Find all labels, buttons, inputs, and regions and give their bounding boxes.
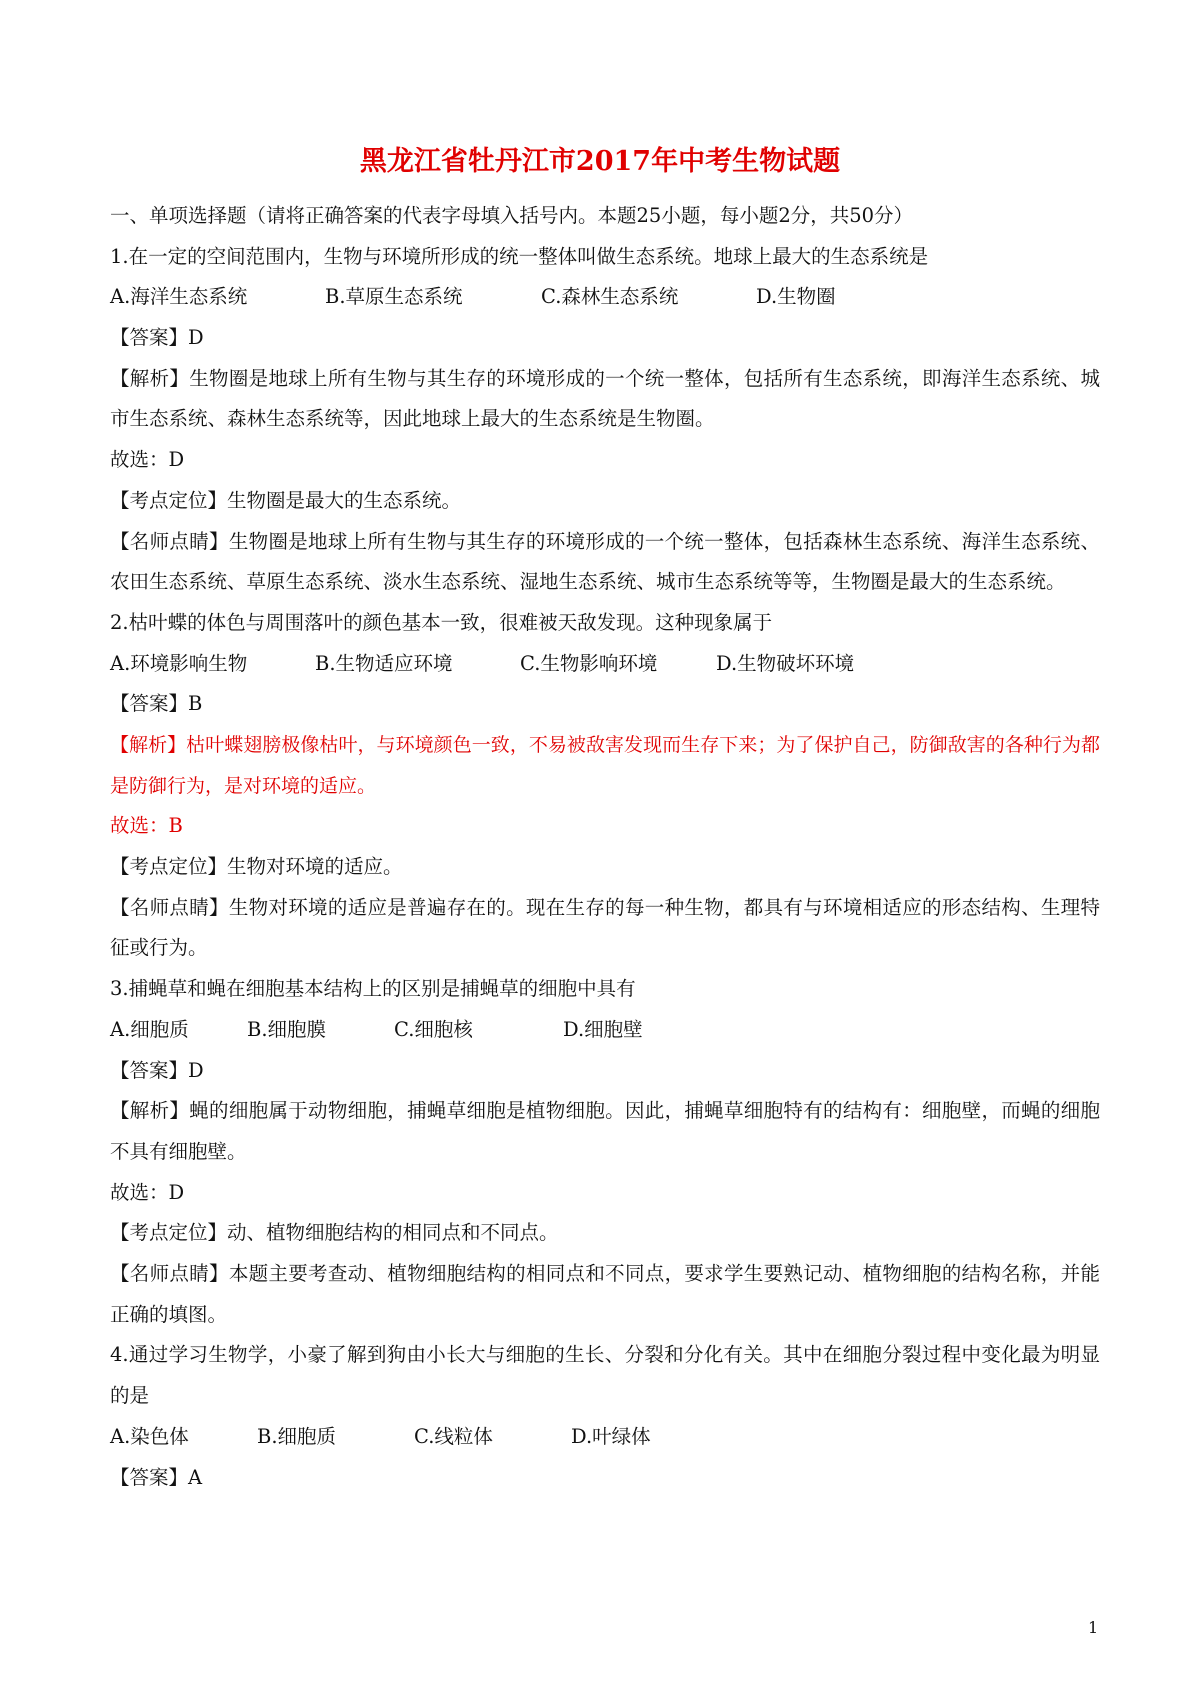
option-d: D.生物圈 [756, 285, 836, 309]
option-a: A.环境影响生物 [110, 651, 248, 675]
question-stem: 3.捕蝇草和蝇在细胞基本结构上的区别是捕蝇草的细胞中具有 [110, 977, 636, 1001]
answer-options [110, 1417, 1100, 1458]
option-b: B.生物适应环境 [315, 651, 453, 675]
page-title: 黑龙江省牡丹江市2017年中考生物试题 [359, 146, 841, 177]
option-c: C.生物影响环境 [520, 651, 658, 675]
question-stem: 1.在一定的空间范围内，生物与环境所形成的统一整体叫做生态系统。地球上最大的生态系统是 [110, 244, 929, 268]
option-d: D.生物破坏环境 [716, 651, 855, 675]
section-header: 一、单项选择题（请将正确答案的代表字母填入括号内。本题25小题，每小题2分，共50分） [110, 204, 914, 227]
document-body [110, 196, 1100, 1498]
choice-line: 故选：D [110, 448, 185, 472]
choice-line: 故选：D [110, 1180, 185, 1204]
option-d: D.叶绿体 [571, 1424, 651, 1448]
answer-options [110, 1010, 1100, 1051]
page-number: 1 [1088, 1618, 1099, 1637]
knowledge-point: 【考点定位】生物圈是最大的生态系统。 [110, 488, 462, 512]
option-a: A.海洋生态系统 [110, 285, 248, 309]
teacher-tip: 【名师点睛】生物圈是地球上所有生物与其生存的环境形成的一个统一整体，包括森林生态系统、海洋生态系统、农田生态系统、草原生态系统、淡水生态系统、湿地生态系统、城市生态系统等等，生物圈是最大的生态系统。 [110, 529, 1100, 594]
option-b: B.细胞质 [257, 1424, 337, 1448]
choice-line: 故选：B [110, 814, 183, 838]
teacher-tip: 【名师点睛】本题主要考查动、植物细胞结构的相同点和不同点，要求学生要熟记动、植物细胞的结构名称，并能正确的填图。 [110, 1262, 1100, 1326]
question-stem: 2.枯叶蝶的体色与周围落叶的颜色基本一致，很难被天敌发现。这种现象属于 [110, 610, 773, 634]
teacher-tip: 【名师点睛】生物对环境的适应是普遍存在的。现在生存的每一种生物，都具有与环境相适应的形态结构、生理特征或行为。 [110, 895, 1100, 960]
option-b: B.细胞膜 [247, 1017, 327, 1041]
question-stem: 4.通过学习生物学，小豪了解到狗由小长大与细胞的生长、分裂和分化有关。其中在细胞分裂过程中变化最为明显的是 [110, 1343, 1100, 1408]
analysis-text: 【解析】枯叶蝶翅膀极像枯叶，与环境颜色一致，不易被敌害发现而生存下来；为了保护自己，防御敌害的各种行为都是防御行为，是对环境的适应。 [110, 734, 1100, 797]
option-a: A.染色体 [110, 1424, 189, 1448]
option-a: A.细胞质 [110, 1017, 189, 1041]
answer-line: 【答案】D [110, 326, 204, 350]
option-c: C.森林生态系统 [541, 285, 679, 309]
answer-options [110, 277, 1100, 318]
knowledge-point: 【考点定位】动、植物细胞结构的相同点和不同点。 [110, 1221, 559, 1245]
option-b: B.草原生态系统 [325, 285, 463, 309]
analysis-text: 【解析】生物圈是地球上所有生物与其生存的环境形成的一个统一整体，包括所有生态系统，即海洋生态系统、城市生态系统、森林生态系统等，因此地球上最大的生态系统是生物圈。 [110, 366, 1100, 431]
analysis-text: 【解析】蝇的细胞属于动物细胞，捕蝇草细胞是植物细胞。因此，捕蝇草细胞特有的结构有：细胞壁，而蝇的细胞不具有细胞壁。 [110, 1099, 1100, 1163]
answer-line: 【答案】B [110, 692, 203, 716]
answer-line: 【答案】D [110, 1058, 204, 1082]
answer-line: 【答案】A [110, 1465, 203, 1489]
option-c: C.细胞核 [394, 1017, 473, 1041]
option-d: D.细胞壁 [563, 1017, 643, 1041]
knowledge-point: 【考点定位】生物对环境的适应。 [110, 855, 403, 879]
option-c: C.线粒体 [414, 1424, 493, 1448]
answer-options [110, 644, 1100, 685]
